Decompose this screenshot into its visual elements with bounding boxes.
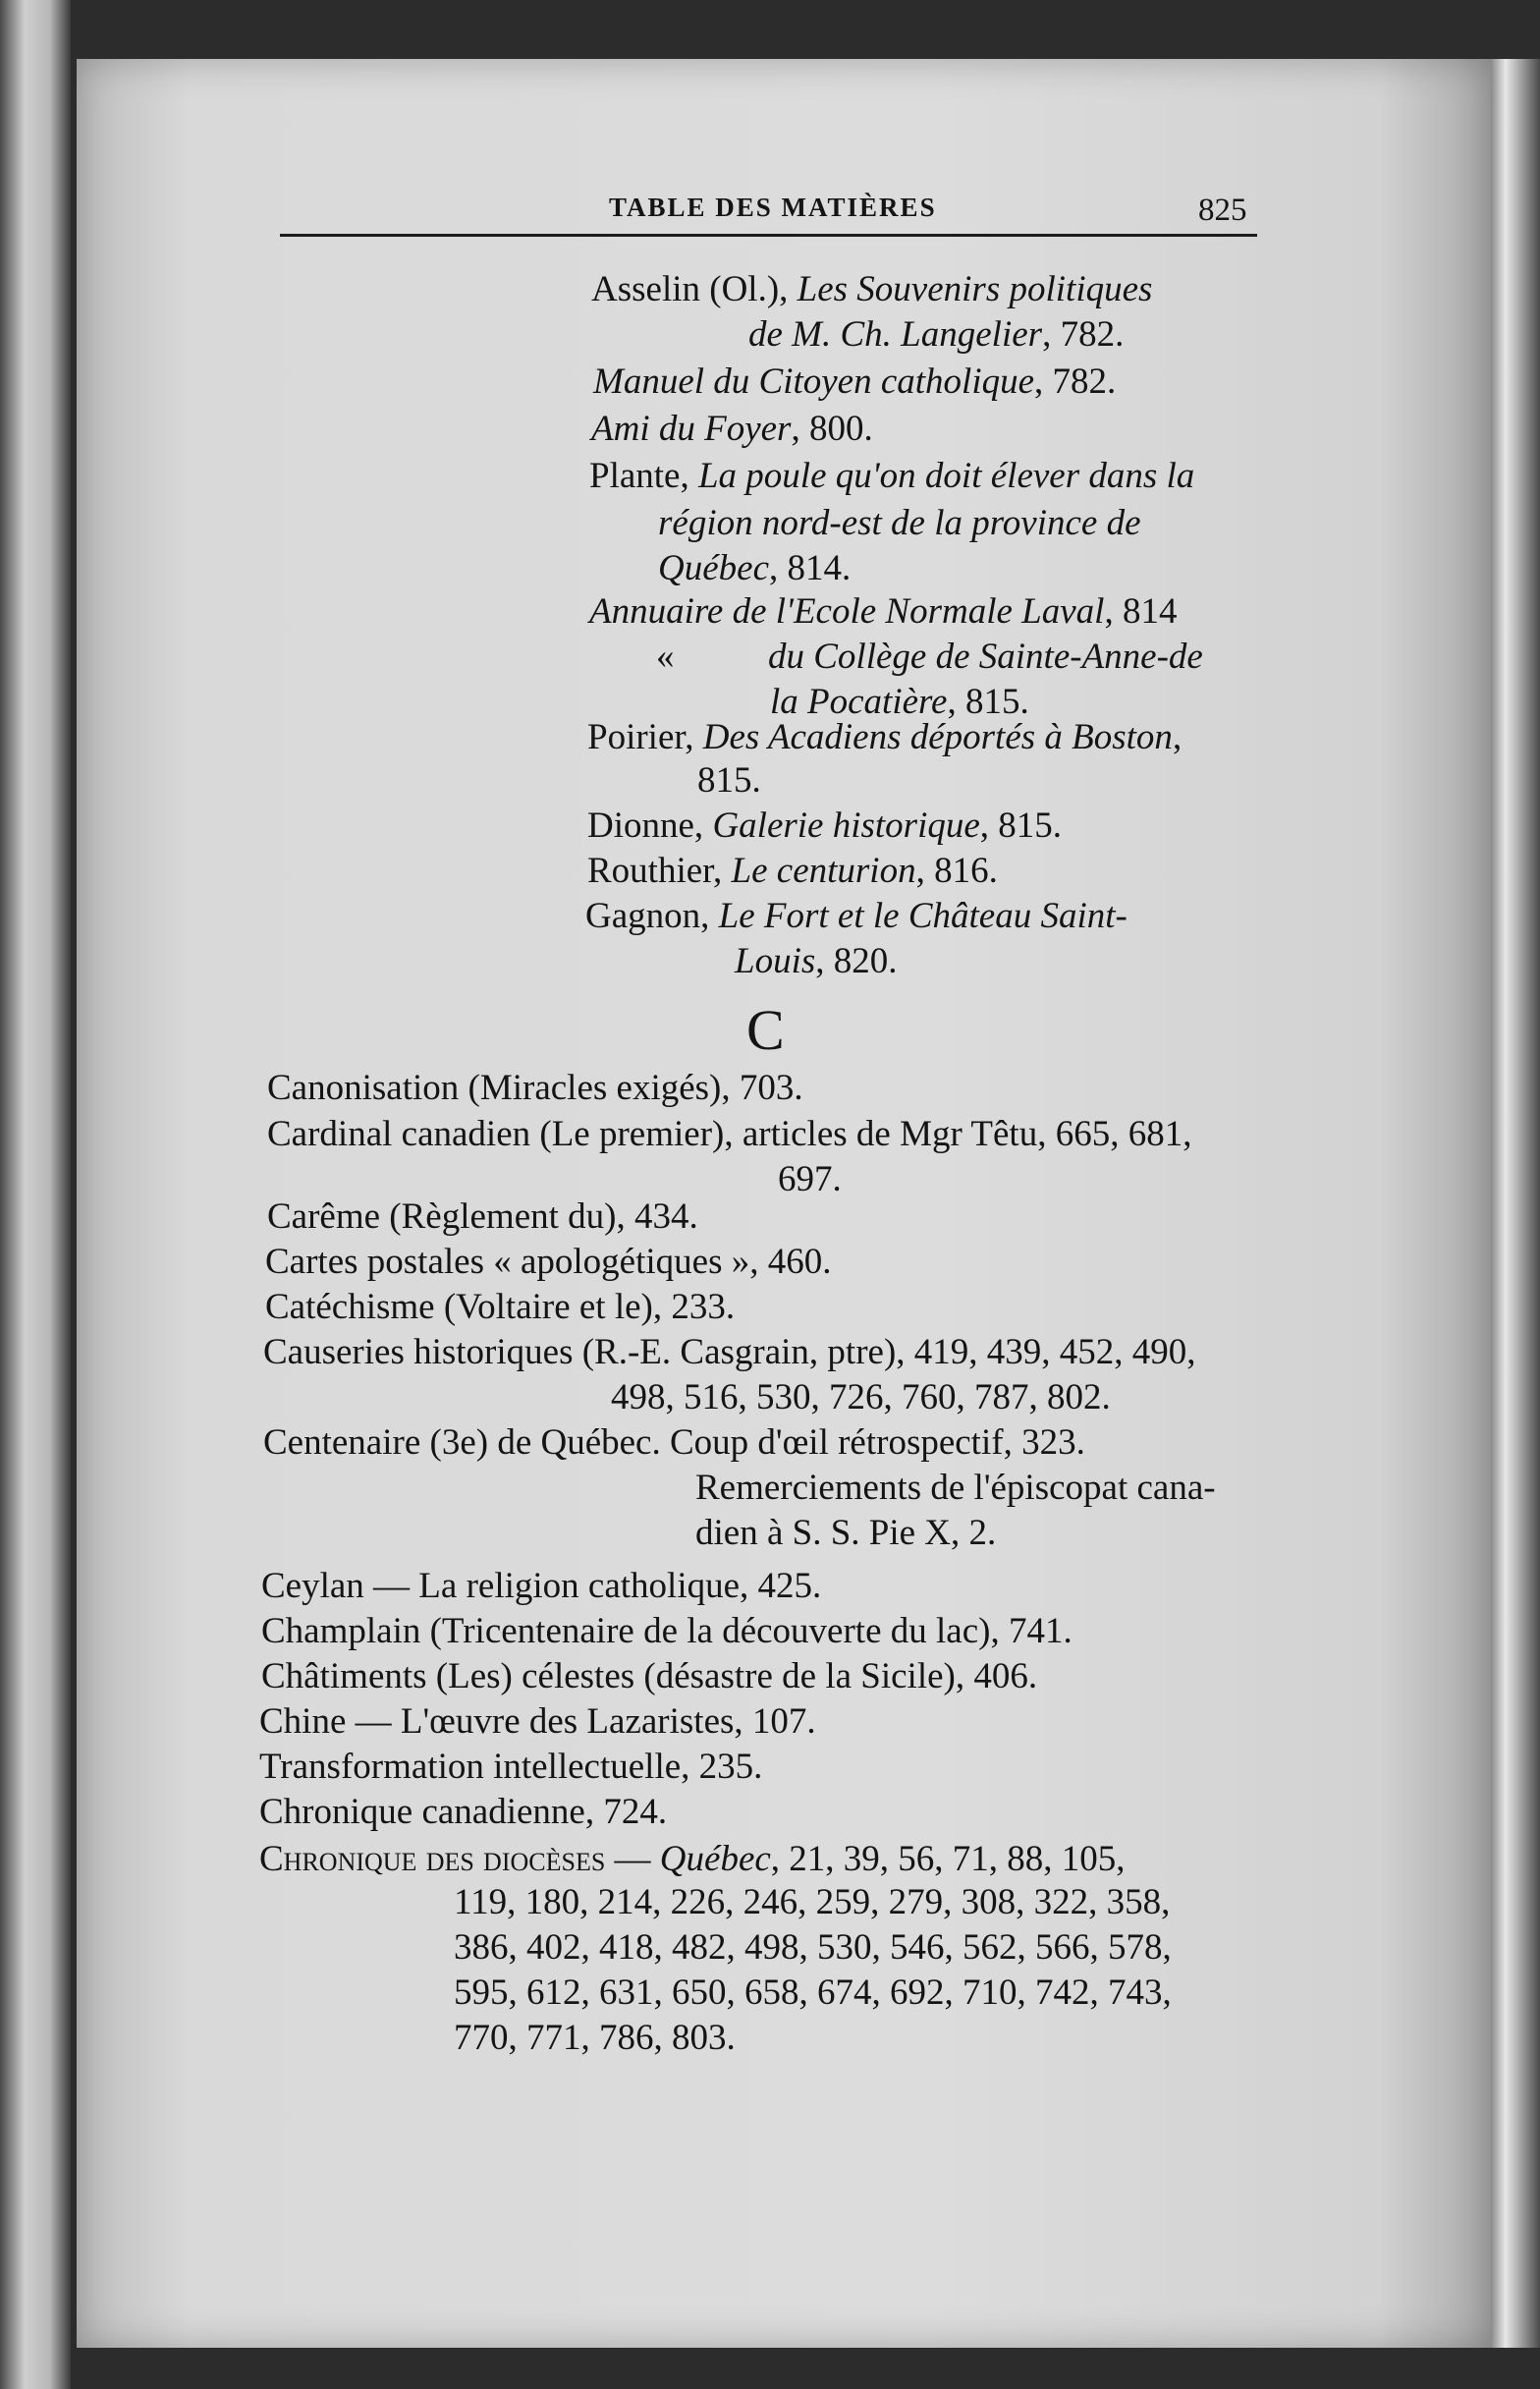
index-entry: Carême (Règlement du), 434. — [267, 1196, 698, 1237]
index-entry-continuation: 595, 612, 631, 650, 658, 674, 692, 710, 742, 743, — [454, 1972, 1172, 2013]
index-entry: Champlain (Tricentenaire de la découverte du lac), 741. — [261, 1611, 1072, 1651]
index-entry: Canonisation (Miracles exigés), 703. — [267, 1068, 803, 1108]
header-rule — [280, 234, 1257, 237]
index-entry: Asselin (Ol.), Les Souvenirs politiques — [591, 269, 1153, 309]
chronique-label: Chronique des diocèses — — [259, 1839, 660, 1879]
chronique-place: Québec — [659, 1839, 771, 1879]
page-edge-right — [1491, 59, 1540, 2348]
index-entry-continuation: dien à S. S. Pie X, 2. — [695, 1513, 997, 1553]
index-entry: Causeries historiques (R.-E. Casgrain, ptre), 419, 439, 452, 490, — [263, 1332, 1196, 1372]
index-entry: Plante, La poule qu'on doit élever dans la — [589, 456, 1195, 496]
index-entry: Routhier, Le centurion, 816. — [587, 851, 998, 891]
index-entry-continuation: 386, 402, 418, 482, 498, 530, 546, 562, 566, 578, — [454, 1927, 1172, 1968]
index-entry: Centenaire (3e) de Québec. Coup d'œil rétrospectif, 323. — [263, 1422, 1085, 1463]
index-entry-continuation: 697. — [778, 1159, 842, 1199]
index-entry: Ceylan — La religion catholique, 425. — [261, 1566, 822, 1606]
index-entry: Gagnon, Le Fort et le Château Saint- — [585, 896, 1128, 936]
index-entry-continuation: 119, 180, 214, 226, 246, 259, 279, 308, 322, 358, — [454, 1882, 1171, 1922]
index-entry-continuation: région nord-est de la province de — [658, 503, 1141, 543]
index-entry: Chronique canadienne, 724. — [259, 1792, 668, 1832]
index-entry: Chine — L'œuvre des Lazaristes, 107. — [259, 1701, 816, 1742]
index-entry-continuation: Louis, 820. — [735, 941, 898, 981]
index-entry-continuation: la Pocatière, 815. — [770, 682, 1029, 722]
index-entry-continuation: Remerciements de l'épiscopat cana- — [695, 1468, 1216, 1508]
chronique-refs: , 21, 39, 56, 71, 88, 105, — [770, 1839, 1126, 1879]
index-entry-continuation: 815. — [697, 760, 761, 801]
index-entry-continuation: 770, 771, 786, 803. — [454, 2018, 736, 2058]
adjacent-page-edge — [0, 0, 71, 2389]
page-number: 825 — [1198, 193, 1247, 228]
index-entry: Cardinal canadien (Le premier), articles de Mgr Têtu, 665, 681, — [267, 1114, 1192, 1154]
index-entry: Châtiments (Les) célestes (désastre de la Sicile), 406. — [261, 1656, 1038, 1696]
index-entry: Annuaire de l'Ecole Normale Laval, 814 — [589, 591, 1178, 632]
running-title: TABLE DES MATIÈRES — [609, 193, 937, 222]
index-entry: du Collège de Sainte-Anne-de — [768, 637, 1203, 677]
ditto-mark: « — [656, 637, 675, 677]
index-entry: Catéchisme (Voltaire et le), 233. — [265, 1287, 736, 1327]
index-entry-continuation: 498, 516, 530, 726, 760, 787, 802. — [611, 1377, 1111, 1417]
index-entry: Transformation intellectuelle, 235. — [259, 1747, 763, 1787]
index-entry: Poirier, Des Acadiens déportés à Boston, — [587, 717, 1182, 757]
index-entry: Cartes postales « apologétiques », 460. — [265, 1242, 832, 1282]
index-entry-chronique — [259, 1837, 1126, 1882]
index-entry: Manuel du Citoyen catholique, 782. — [593, 361, 1117, 402]
index-entry: Ami du Foyer, 800. — [591, 409, 873, 449]
index-entry: Dionne, Galerie historique, 815. — [587, 806, 1063, 846]
index-entry-continuation: Québec, 814. — [658, 548, 852, 588]
section-letter: C — [746, 998, 785, 1062]
index-entry-continuation: de M. Ch. Langelier, 782. — [748, 314, 1125, 355]
